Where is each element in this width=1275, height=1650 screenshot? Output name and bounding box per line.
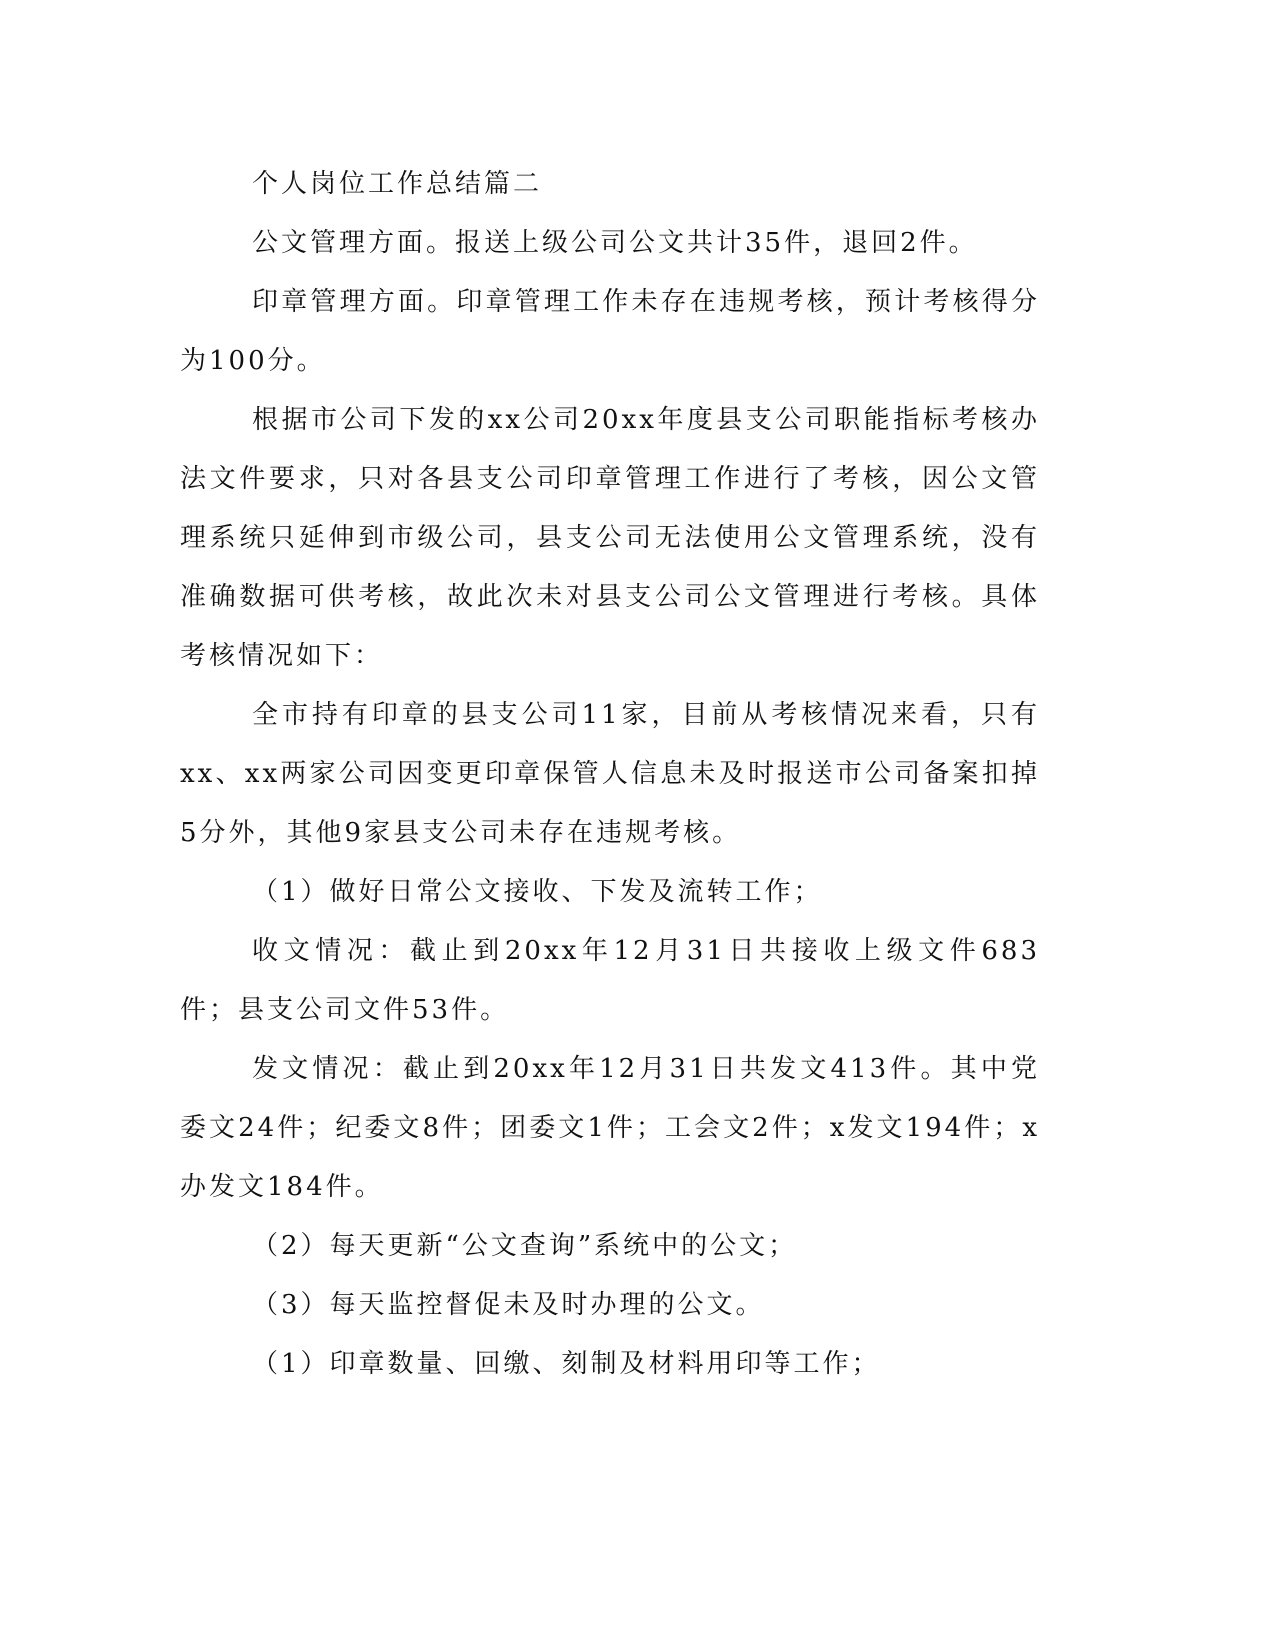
paragraph-assessment-basis: 根据市公司下发的xx公司20xx年度县支公司职能指标考核办法文件要求，只对各县支公司印章管理工作进行了考核，因公文管理系统只延伸到市级公司，县支公司无法使用公文管理系统，没有准确数据可供考核，故此次未对县支公司公文管理进行考核。具体考核情况如下： [180,405,1040,671]
section-title: 个人岗位工作总结篇二 [252,169,543,199]
paragraph-assessment-results: 全市持有印章的县支公司11家，目前从考核情况来看，只有xx、xx两家公司因变更印章保管人信息未及时报送市公司备案扣掉5分外，其他9家县支公司未存在违规考核。 [180,700,1040,848]
paragraph-received-documents: 收文情况：截止到20xx年12月31日共接收上级文件683件；县支公司文件53件。 [180,936,1040,1025]
paragraph-seal-management: 印章管理方面。印章管理工作未存在违规考核，预计考核得分为100分。 [180,287,1040,376]
list-item-monitor-pending: （3）每天监控督促未及时办理的公文。 [252,1290,765,1320]
paragraph-document-management: 公文管理方面。报送上级公司公文共计35件，退回2件。 [252,228,978,258]
paragraph-issued-documents: 发文情况：截止到20xx年12月31日共发文413件。其中党委文24件；纪委文8件；团委文1件；工会文2件；x发文194件；x办发文184件。 [180,1054,1040,1202]
list-item-seal-quantity: （1）印章数量、回缴、刻制及材料用印等工作； [252,1349,881,1379]
list-item-update-query-system: （2）每天更新“公文查询”系统中的公文； [252,1231,798,1261]
list-item-daily-documents: （1）做好日常公文接收、下发及流转工作； [252,877,823,907]
document-body [180,155,1040,1394]
